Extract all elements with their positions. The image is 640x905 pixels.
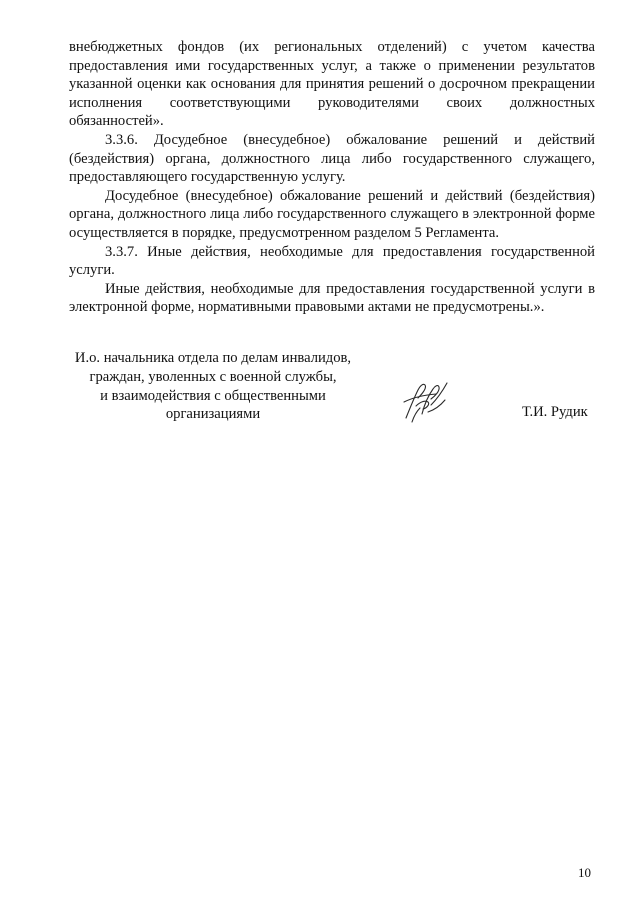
paragraph-3-3-7-electronic: Иные действия, необходимые для предоставления государственной услуги в электронной форме, нормативными правовыми актами не предусмотрены.». <box>69 280 595 316</box>
paragraph-3-3-6: 3.3.6. Досудебное (внесудебное) обжалование решений и действий (бездействия) органа, должностного лица либо государственного служащего, предоставляющего государственную услугу. <box>69 131 595 186</box>
signatory-position-line: и взаимодействия с общественными <box>100 387 326 404</box>
body-text <box>69 38 595 317</box>
signatory-name: Т.И. Рудик <box>522 404 588 420</box>
paragraph-continuation: внебюджетных фондов (их региональных отделений) с учетом качества предоставления ими государственных услуг, а также о применении результатов указанной оценки как основания для принятия решений о досрочном прекращении исполнения соответствующими руководителями своих должностных обязанностей». <box>69 39 595 130</box>
signatory-position-line: И.о. начальника отдела по делам инвалидов, <box>74 350 352 366</box>
signatory-position <box>66 349 360 424</box>
paragraph-3-3-6-electronic: Досудебное (внесудебное) обжалование решений и действий (бездействия) органа, должностного лица либо государственного служащего в электронной форме осуществляется в порядке, предусмотренном разделом 5 Регламента. <box>69 187 595 241</box>
paragraph-3-3-7: 3.3.7. Иные действия, необходимые для предоставления государственной услуги. <box>69 243 595 279</box>
page-number: 10 <box>578 865 591 880</box>
signatory-position-line: граждан, уволенных с военной службы, <box>89 368 337 385</box>
signatory-position-line: организациями <box>165 406 261 423</box>
handwritten-signature <box>398 378 454 424</box>
